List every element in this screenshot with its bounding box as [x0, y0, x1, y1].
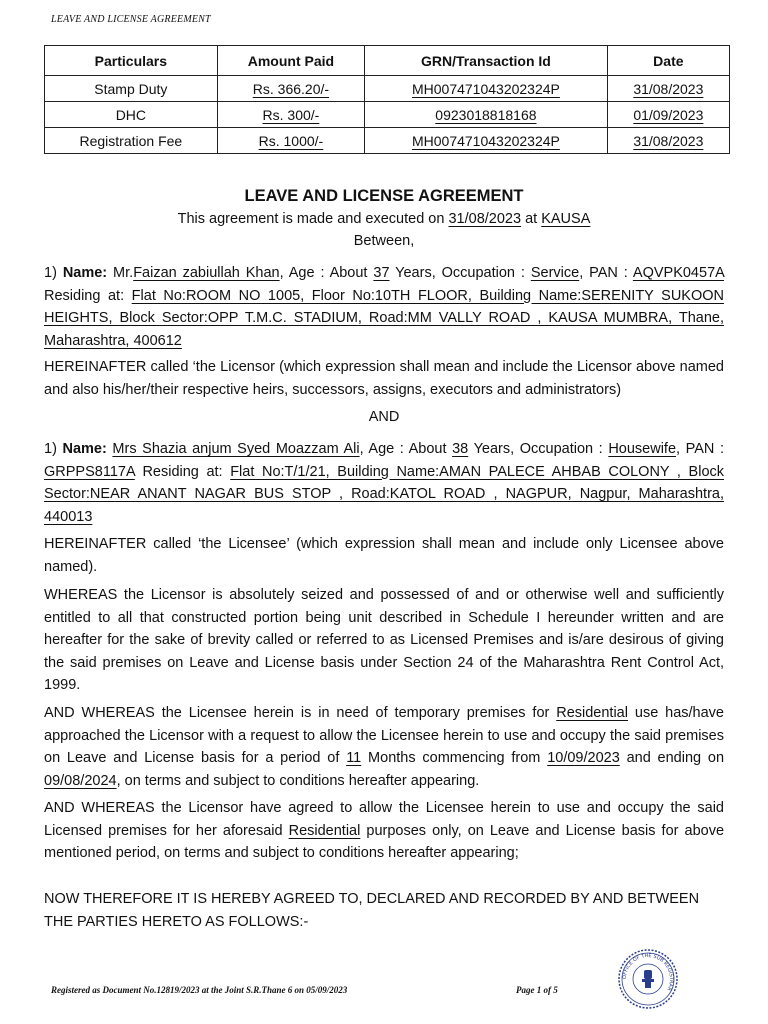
amount-value: Rs. 1000/- [258, 132, 324, 149]
date-value: 31/08/2023 [633, 80, 704, 97]
table-cell: Registration Fee [45, 128, 218, 154]
registration-footer: Registered as Document No.12819/2023 at the Joint S.R.Thane 6 on 05/09/2023 [51, 985, 348, 995]
period-months: 11 [346, 750, 362, 766]
emblem-icon [642, 970, 654, 988]
licensor-name: Faizan zabiullah Khan [133, 265, 280, 281]
column-header: Amount Paid [217, 46, 364, 76]
table-cell: Stamp Duty [45, 76, 218, 102]
whereas-clause-2 [44, 702, 724, 792]
column-header: GRN/Transaction Id [365, 46, 608, 76]
execution-place: KAUSA [541, 211, 591, 227]
clause-text: purposes only, on Leave and License basis for above mentioned period, on terms and subject to conditions hereafter appearing; [44, 822, 725, 861]
licensor-pan: AQVPK0457A [632, 265, 724, 281]
clause-text: use has/have approached the Licensor with a request to allow the Licensee herein to use and occupy the said premises on Leave and License basis for a period of [44, 705, 724, 766]
residing-label: Residing at: [142, 463, 223, 480]
clause-text: and ending on [626, 750, 725, 766]
clause-text: Months commencing from [368, 750, 541, 766]
name-label: Name: [62, 265, 108, 281]
whereas-clause-1: WHEREAS the Licensor is absolutely seized and possessed of and or otherwise well and sufficiently entitled to all that constructed portion being unit described in Schedule I hereunder written and are hereafter for the sake of brevity called or referred to as Licensed Premises and is/are desirous of giving the said premises on Leave and License basis under Section 24 of the Maharashtra Rent Control Act, 1999. [44, 587, 724, 693]
clause-text: AND WHEREAS the Licensor have agreed to allow the Licensee herein to use and occupy the said Licensed premises for her aforesaid [44, 800, 724, 839]
table-cell [607, 102, 729, 128]
licensee-address: Flat No:T/1/21, Building Name:AMAN PALECE AHBAB COLONY , Block Sector:NEAR ANANT NAGAR BUS STOP , Road:KATOL ROAD , NAGPUR, Nagpur, Maharashtra, 440013 [44, 463, 725, 525]
transaction-id: 0923018818168 [435, 106, 537, 123]
pan-label: , PAN : [579, 265, 628, 281]
whereas-clause-3 [44, 797, 724, 865]
table-cell: DHC [45, 102, 218, 128]
licensee-clause: HEREINAFTER called ‘the Licensee’ (which expression shall mean and include only Licensee above named). [44, 536, 724, 575]
seal-text: OFFICE OF THE SUB REGISTRAR [621, 952, 675, 992]
licensee-age: 38 [452, 441, 469, 457]
licensor-clause: HEREINAFTER called ‘the Licensor (which expression shall mean and include the Licensor above named and also his/her/their respective heirs, successors, assigns, executors and administrators) [44, 359, 724, 398]
amount-value: Rs. 366.20/- [252, 80, 330, 97]
transaction-id: MH007471043202324P [411, 132, 560, 149]
date-value: 01/09/2023 [633, 106, 704, 123]
name-label: Name: [62, 441, 107, 457]
date-value: 31/08/2023 [633, 132, 704, 149]
table-cell [365, 128, 608, 154]
licensee-occupation: Housewife [608, 441, 677, 457]
licensor-age: 37 [373, 265, 390, 281]
residing-label: Residing at: [44, 287, 125, 304]
salutation: Mr. [113, 265, 134, 281]
intro-at: at [525, 211, 538, 227]
pan-label: , PAN : [676, 441, 724, 457]
registrar-seal-icon [617, 948, 679, 1010]
start-date: 10/09/2023 [547, 750, 620, 766]
column-header: Date [607, 46, 729, 76]
table-row [45, 102, 730, 128]
and-separator: AND [368, 409, 400, 425]
document-header-label: LEAVE AND LICENSE AGREEMENT [51, 14, 211, 25]
table-cell [365, 76, 608, 102]
licensee-pan: GRPPS8117A [44, 463, 135, 480]
licensor-occupation: Service [530, 265, 580, 281]
occupation-label: Years, Occupation : [395, 265, 525, 281]
clause-text: , on terms and subject to conditions hereafter appearing. [116, 772, 480, 789]
fees-table [44, 45, 730, 154]
party-number: 1) [44, 441, 57, 457]
table-cell [365, 102, 608, 128]
age-label: , Age : About [359, 441, 447, 457]
table-header-row [45, 46, 730, 76]
occupation-label: Years, Occupation : [473, 441, 603, 457]
execution-date: 31/08/2023 [448, 211, 522, 227]
table-row [45, 76, 730, 102]
use-type: Residential [288, 822, 361, 839]
table-cell [217, 102, 364, 128]
transaction-id: MH007471043202324P [411, 80, 560, 97]
intro-prefix: This agreement is made and executed on [177, 211, 445, 227]
page-number: Page 1 of 5 [516, 985, 558, 995]
licensor-address: Flat No:ROOM NO 1005, Floor No:10TH FLOOR, Building Name:SERENITY SUKOON HEIGHTS, Block Sector:OPP T.M.C. STADIUM, Road:MM VALLY ROAD , KAUSA MUMBRA, Thane, Maharashtra, 400612 [44, 287, 724, 349]
licensee-details [44, 438, 724, 528]
amount-value: Rs. 300/- [262, 106, 320, 123]
table-cell [217, 76, 364, 102]
age-label: , Age : About [279, 265, 368, 281]
clause-text: AND WHEREAS the Licensee herein is in need of temporary premises for [44, 705, 550, 721]
between-line: Between, [353, 233, 415, 249]
end-date: 09/08/2024 [44, 772, 117, 789]
now-therefore-clause: NOW THEREFORE IT IS HEREBY AGREED TO, DECLARED AND RECORDED BY AND BETWEEN THE PARTIES HERETO AS FOLLOWS:- [44, 891, 700, 930]
intro-line [0, 211, 768, 227]
document-title: LEAVE AND LICENSE AGREEMENT [244, 187, 524, 205]
use-type: Residential [556, 705, 628, 721]
party-number: 1) [44, 265, 57, 281]
column-header: Particulars [45, 46, 218, 76]
table-cell [607, 128, 729, 154]
licensee-name: Mrs Shazia anjum Syed Moazzam Ali [112, 441, 360, 457]
licensor-details [44, 262, 724, 352]
table-row [45, 128, 730, 154]
table-cell [217, 128, 364, 154]
table-cell [607, 76, 729, 102]
